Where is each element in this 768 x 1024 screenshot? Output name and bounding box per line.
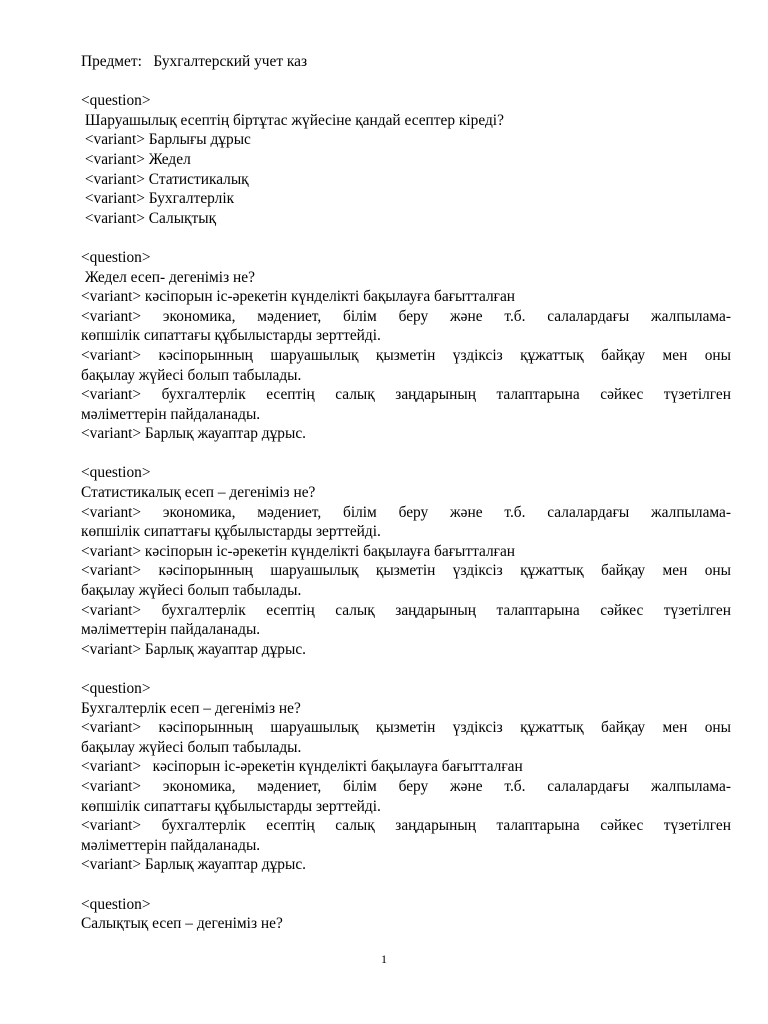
question-text: Жедел есеп- дегеніміз не? [81,268,255,286]
variant-line: <variant> экономика, мәдениет, білім беру және т.б. салалардағы жалпылама- [81,503,731,521]
question-tag: <question> [81,680,151,697]
question-block [81,248,731,444]
page-number: 1 [381,952,387,966]
question-tag: <question> [81,464,151,482]
spacer [81,72,731,92]
variant-line: <variant> бухгалтерлік есептің салық заңдарының талаптарына сәйкес түзетілген [81,601,731,619]
variant-line-cont: бақылау жүйесі болып табылады. [81,738,302,756]
variant-line: <variant> бухгалтерлік есептің салық заңдарының талаптарына сәйкес түзетілген [81,817,731,835]
subject-value: Бухгалтерский учет каз [153,53,308,70]
variant-line: <variant> кәсіпорынның шаруашылық қызметін үздіксіз құжаттық байқау мен оны [81,719,731,737]
spacer [81,875,731,895]
variant-line-cont: көпшілік сипаттағы құбылыстарды зерттейді. [81,523,381,541]
variant-line: <variant> кәсіпорынның шаруашылық қызметін үздіксіз құжаттық байқау мен оны [81,346,731,364]
variant-line: <variant> экономика, мәдениет, білім беру және т.б. салалардағы жалпылама- [81,307,731,325]
variant-line: <variant> кәсіпорынның шаруашылық қызметін үздіксіз құжаттық байқау мен оны [81,562,731,580]
question-tag: <question> [81,895,151,913]
question-text: Бухгалтерлік есеп – дегеніміз не? [81,699,301,717]
question-text: Салықтық есеп – дегеніміз не? [81,915,283,933]
variant-line-cont: бақылау жүйесі болып табылады. [81,582,302,600]
document-page [81,52,731,934]
question-text: Статистикалық есеп – дегеніміз не? [81,484,316,502]
variant-line: <variant> кәсіпорын іс-әрекетін күнделікті бақылауға бағытталған [81,542,516,560]
variant-line: <variant> экономика, мәдениет, білім беру және т.б. салалардағы жалпылама- [81,777,731,795]
variant-line: <variant> Бухгалтерлік [81,190,235,208]
variant-line-cont: көпшілік сипаттағы құбылыстарды зерттейді. [81,797,381,815]
variant-line: <variant> Барлығы дұрыс [81,131,251,149]
variant-line-cont: мәліметтерін пайдаланады. [81,621,261,639]
variant-line-cont: көпшілік сипаттағы құбылыстарды зерттейді. [81,327,381,345]
question-tag: <question> [81,92,151,110]
question-block [81,679,731,875]
question-block [81,895,731,934]
variant-line: <variant> Жедел [81,150,191,168]
variant-line-cont: бақылау жүйесі болып табылады. [81,366,302,384]
spacer [81,444,731,464]
subject-line [81,52,731,72]
variant-line: <variant> Барлық жауаптар дұрыс. [81,425,307,443]
variant-line: <variant> бухгалтерлік есептің салық заңдарының талаптарына сәйкес түзетілген [81,386,731,404]
question-block [81,463,731,659]
variant-line: <variant> Статистикалық [81,170,249,188]
spacer [81,659,731,679]
variant-line: <variant> Салықтық [81,209,217,227]
question-block [81,91,731,228]
variant-line-cont: мәліметтерін пайдаланады. [81,405,261,423]
variant-line: <variant> Барлық жауаптар дұрыс. [81,640,307,658]
question-tag: <question> [81,248,151,266]
variant-line-cont: мәліметтерін пайдаланады. [81,836,261,854]
variant-line: <variant> кәсіпорын іс-әрекетін күнделікті бақылауға бағытталған [81,288,516,306]
spacer [81,228,731,248]
subject-label: Предмет: [81,53,142,70]
variant-line: <variant> кәсіпорын іс-әрекетін күнделікті бақылауға бағытталған [81,758,523,776]
variant-line: <variant> Барлық жауаптар дұрыс. [81,856,307,874]
question-text: Шаруашылық есептің біртұтас жүйесіне қандай есептер кіреді? [81,111,504,129]
